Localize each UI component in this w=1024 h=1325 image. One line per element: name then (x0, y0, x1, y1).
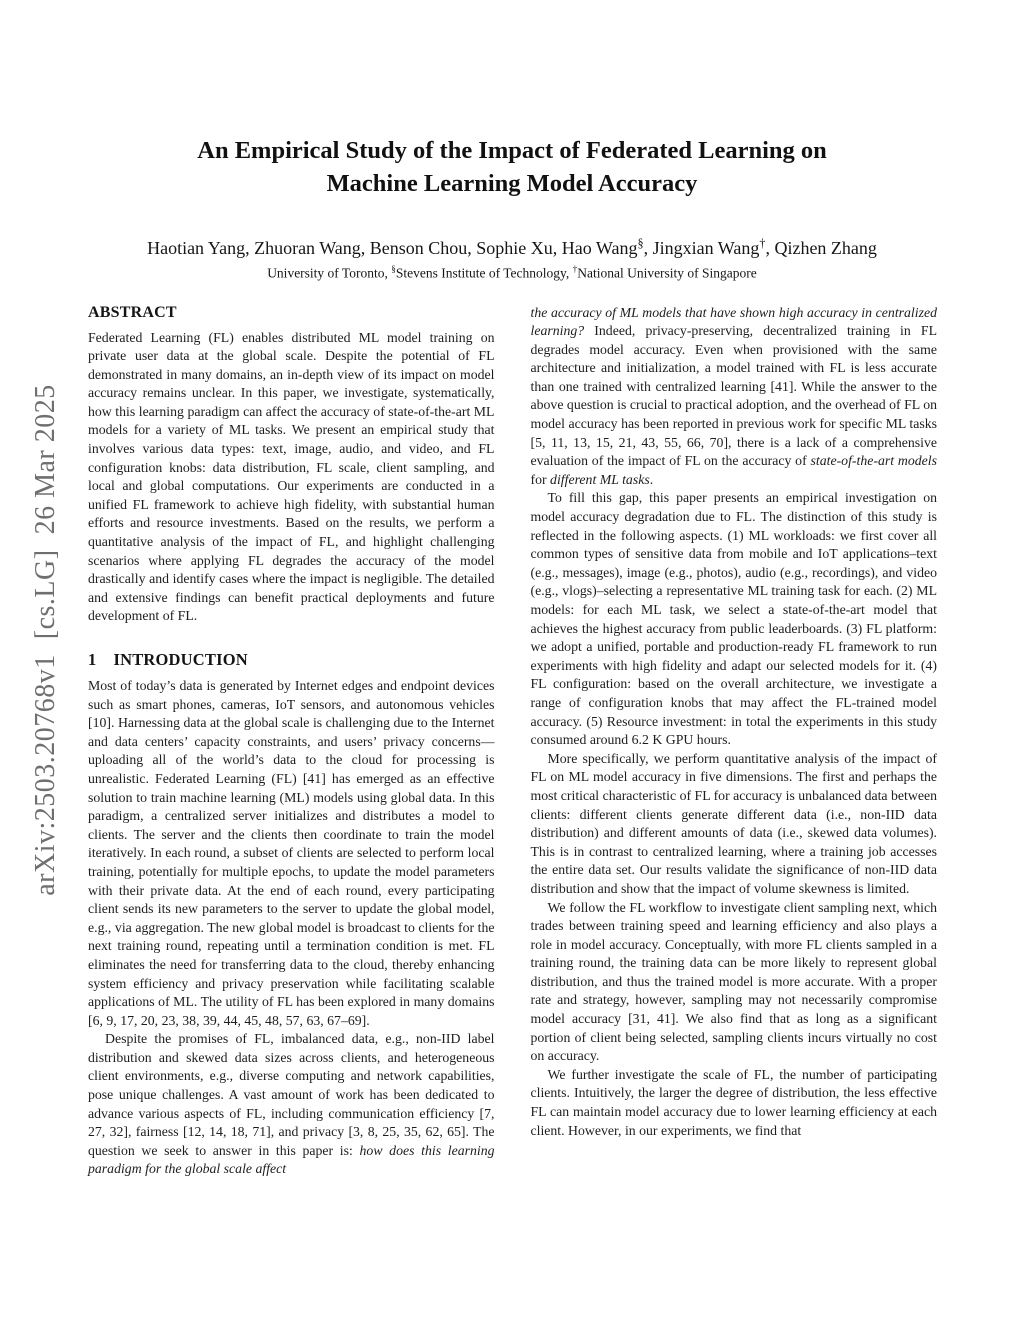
section-number: 1 (88, 650, 97, 669)
intro-paragraph-3: To fill this gap, this paper presents an empirical investigation on model accuracy degradation due to FL. The distinction of this study is reflected in the following aspects. (1) ML workloads: we first cover all common types of sensitive data from mobile and IoT applications–text (e.g., messages), image (e.g., photos), audio (e.g., recordings), and video (e.g., vlogs)–selecting a representative ML training task for each. (2) ML models: for each ML task, we select a state-of-the-art model that achieves the highest accuracy from public leaderboards. (3) FL platform: we adopt a unified, portable and production-ready FL framework to run experiments with high fidelity and adapt our selected models for it. (4) FL configuration: based on the overall architecture, we investigate a range of configuration knobs that may affect the FL-trained model accuracy. (5) Resource investment: in total the experiments in this study consumed around 6.2 K GPU hours. (530, 490, 937, 748)
abstract-paragraph: Federated Learning (FL) enables distributed ML model training on private user data at the global scale. Despite the potential of FL demonstrated in many domains, an in-depth view of its impact on model accuracy remains unclear. In this paper, we investigate, systematically, how this learning paradigm can affect the accuracy of state-of-the-art ML models for a variety of ML tasks. We present an empirical study that involves various data types: text, image, audio, and video, and FL configuration knobs: data distribution, FL scale, client sampling, and local and global computations. Our experiments are conducted in a unified FL framework to achieve high fidelity, with substantial human efforts and resource investments. Based on the results, we perform a quantitative analysis of the impact of FL, and highlight challenging scenarios where applying FL degrades the accuracy of the model drastically and identify cases where the impact is negligible. The detailed and extensive findings can benefit practical deployments and future development of FL. (88, 329, 495, 624)
affiliation-line: University of Toronto, §Stevens Institute of Technology, †National University of Singapore (267, 264, 757, 281)
author-line: Haotian Yang, Zhuoran Wang, Benson Chou, Sophie Xu, Hao Wang§, Jingxian Wang†, Qizhen Zhang (147, 236, 877, 258)
introduction-heading (88, 650, 495, 670)
arxiv-watermark: arXiv:2503.20768v1 [cs.LG] 26 Mar 2025 (30, 384, 61, 896)
paper-title-line1: An Empirical Study of the Impact of Federated Learning on (197, 137, 827, 164)
abstract-heading: ABSTRACT (88, 303, 177, 321)
intro-paragraph-2: Despite the promises of FL, imbalanced data, e.g., non-IID label distribution and skewed data sizes across clients, and heterogeneous client environments, e.g., diverse computing and network capabilities, pose unique challenges. A vast amount of work has been dedicated to advance various aspects of FL, including communication efficiency [7, 27, 32], fairness [12, 14, 18, 71], and privacy [3, 8, 25, 35, 62, 65]. The question we seek to answer in this paper is: how does this learning paradigm for the global scale affect (88, 1031, 495, 1177)
intro-paragraph-1: Most of today’s data is generated by Internet edges and endpoint devices such as smart phones, cameras, IoT sensors, and autonomous vehicles [10]. Harnessing data at the global scale is challenging due to the Internet and data centers’ capacity constraints, and users’ privacy concerns—uploading all of the world’s data to the cloud for processing is unrealistic. Federated Learning (FL) [41] has emerged as an effective solution to train machine learning (ML) models using global data. In this paradigm, a centralized server initializes and distributes a model to clients. The server and the clients then coordinate to train the model iteratively. In each round, a subset of clients are selected to perform local training, potentially for multiple epochs, to update the model parameters with their private data. At the end of each round, every participating client sends its new parameters to the server to update the global model, e.g., via aggregation. The new global model is broadcast to clients for the next training round, repeating until a termination condition is met. FL eliminates the need for transferring data to the cloud, thereby enhancing system efficiency and privacy preservation while facilitating scalable applications of ML. The utility of FL has been explored in many domains [6, 9, 17, 20, 23, 38, 39, 44, 45, 48, 57, 63, 67–69]. (88, 678, 495, 1028)
section-title: INTRODUCTION (113, 650, 248, 669)
intro-paragraph-continuation: the accuracy of ML models that have shown high accuracy in centralized learning? Indeed, privacy-preserving, decentralized training in FL degrades model accuracy. Even when provisioned with the same architecture and initialization, a model trained with FL is less accurate than one trained with centralized learning [41]. While the answer to the above question is crucial to practical adoption, and the overhead of FL on model accuracy has been reported in previous work for specific ML tasks [5, 11, 13, 15, 21, 43, 55, 66, 70], there is a lack of a comprehensive evaluation of the impact of FL on the accuracy of state-of-the-art models for different ML tasks. (530, 304, 937, 487)
paper-header (0, 0, 1024, 282)
right-column (531, 304, 938, 1180)
intro-paragraph-6: We further investigate the scale of FL, the number of participating clients. Intuitively, the larger the degree of distribution, the less effective FL can maintain model accuracy due to lower learning efficiency at each client. However, in our experiments, we find that (530, 1066, 937, 1138)
paper-title-line2: Machine Learning Model Accuracy (326, 170, 698, 197)
left-column (88, 304, 495, 1180)
intro-paragraph-5: We follow the FL workflow to investigate client sampling next, which trades between training speed and learning efficiency and also plays a role in model accuracy. Conceptually, with more FL clients sampled in a training round, the training data can be more likely to represent global distribution, and thus the trained model is more accurate. With a proper rate and strategy, however, sampling may not necessarily compromise model accuracy [31, 41]. We also find that as long as a significant portion of client being selected, sampling clients incurs virtually no cost on accuracy. (530, 899, 937, 1064)
two-column-body (0, 304, 1024, 1180)
paper-title (0, 134, 1024, 200)
intro-paragraph-4: More specifically, we perform quantitative analysis of the impact of FL on ML model accuracy in five dimensions. The first and perhaps the most critical characteristic of FL for accuracy is unbalanced data between clients: different clients generate different data (i.e., non-IID data distribution) and different amounts of data (i.e., skewed data volumes). This is in contrast to centralized learning, where a training job accesses the entire data set. Our results validate the significance of non-IID data distribution and show that the impact of volume skewness is limited. (530, 750, 937, 896)
